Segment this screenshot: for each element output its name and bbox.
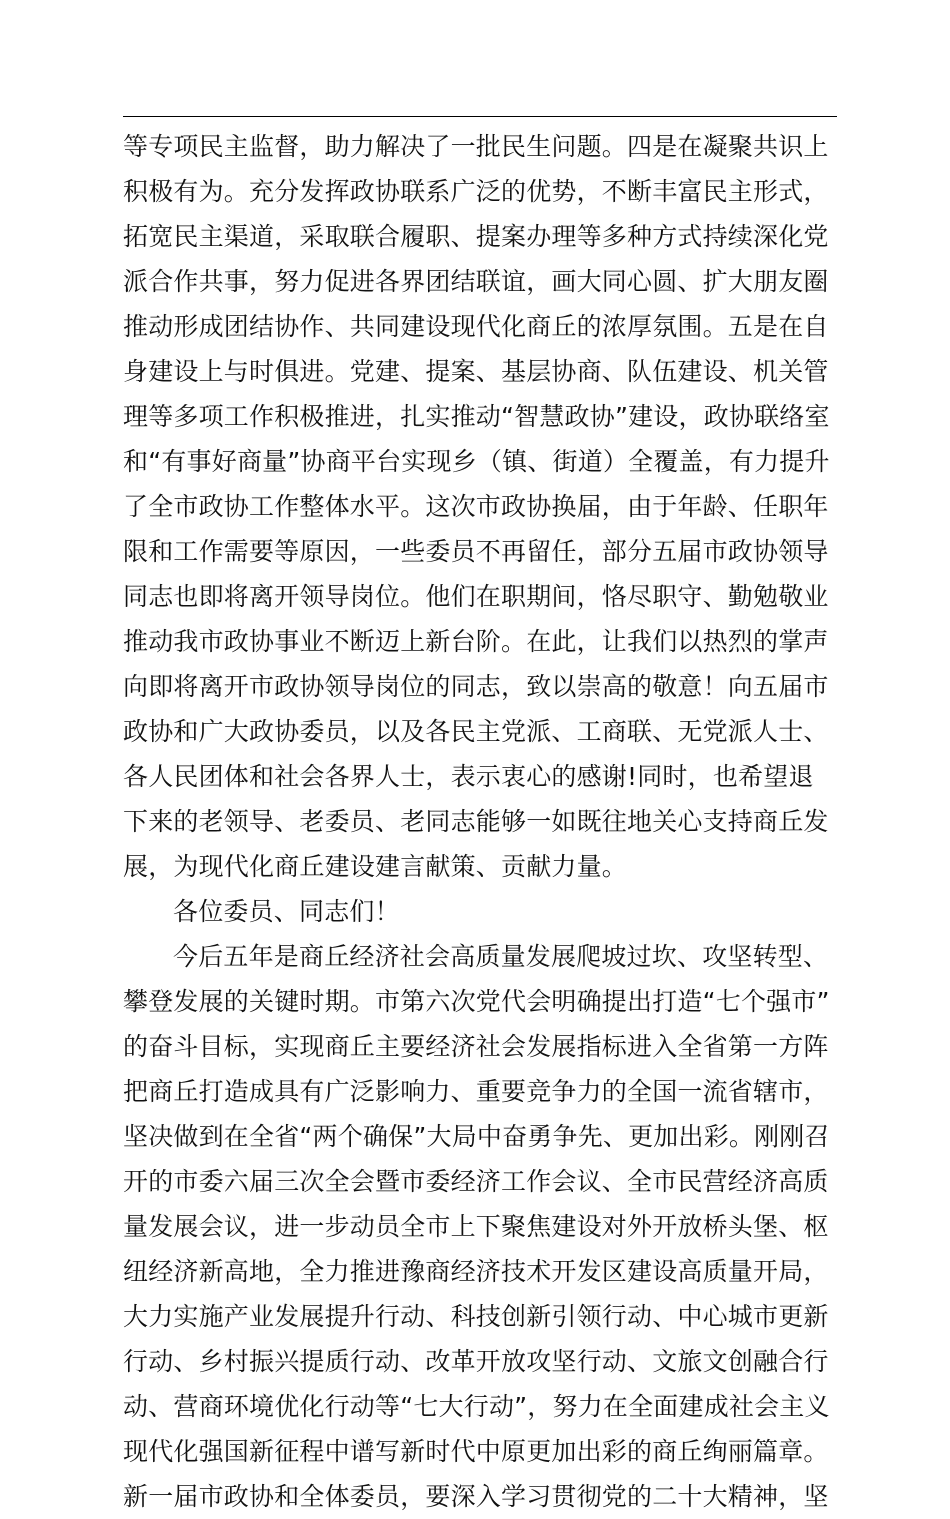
text-line: 理等多项工作积极推进，扎实推动“智慧政协”建设，政协联络室 (123, 402, 830, 431)
text-line: 政协和广大政协委员，以及各民主党派、工商联、无党派人士、 (123, 717, 829, 746)
text-line: 派合作共事，努力促进各界团结联谊，画大同心圆、扩大朋友圈 (123, 267, 829, 296)
text-line: 坚决做到在全省“两个确保”大局中奋勇争先、更加出彩。刚刚召 (123, 1122, 830, 1151)
text-line: 限和工作需要等原因，一些委员不再留任，部分五届市政协领导 (123, 537, 829, 566)
text-line: 大力实施产业发展提升行动、科技创新引领行动、中心城市更新 (123, 1302, 829, 1331)
text-line: 推动形成团结协作、共同建设现代化商丘的浓厚氛围。五是在自 (123, 312, 829, 341)
text-line: 和“有事好商量”协商平台实现乡（镇、街道）全覆盖，有力提升 (123, 447, 830, 476)
text-line: 积极有为。充分发挥政协联系广泛的优势，不断丰富民主形式， (123, 177, 829, 206)
text-line: 现代化强国新征程中谱写新时代中原更加出彩的商丘绚丽篇章。 (123, 1437, 829, 1466)
text-line: 行动、乡村振兴提质行动、改革开放攻坚行动、文旅文创融合行 (123, 1347, 829, 1376)
header-rule (123, 116, 837, 117)
text-line: 拓宽民主渠道，采取联合履职、提案办理等多种方式持续深化党 (123, 222, 829, 251)
text-line: 各位委员、同志们！ (173, 897, 400, 926)
text-line: 下来的老领导、老委员、老同志能够一如既往地关心支持商丘发 (123, 807, 829, 836)
text-line: 今后五年是商丘经济社会高质量发展爬坡过坎、攻坚转型、 (173, 942, 829, 971)
text-line: 等专项民主监督，助力解决了一批民生问题。四是在凝聚共识上 (123, 132, 829, 161)
text-line: 动、营商环境优化行动等“七大行动”，努力在全面建成社会主义 (123, 1392, 830, 1421)
text-line: 同志也即将离开领导岗位。他们在职期间，恪尽职守、勤勉敬业 (123, 582, 829, 611)
text-line: 攀登发展的关键时期。市第六次党代会明确提出打造“七个强市” (123, 987, 830, 1016)
text-line: 量发展会议，进一步动员全市上下聚焦建设对外开放桥头堡、枢 (123, 1212, 829, 1241)
text-line: 推动我市政协事业不断迈上新台阶。在此，让我们以热烈的掌声 (123, 627, 829, 656)
text-line: 各人民团体和社会各界人士，表示衷心的感谢!同时，也希望退 (123, 762, 814, 791)
text-line: 的奋斗目标，实现商丘主要经济社会发展指标进入全省第一方阵 (123, 1032, 829, 1061)
text-line: 开的市委六届三次全会暨市委经济工作会议、全市民营经济高质 (123, 1167, 829, 1196)
text-line: 把商丘打造成具有广泛影响力、重要竞争力的全国一流省辖市， (123, 1077, 829, 1106)
text-line: 纽经济新高地，全力推进豫商经济技术开发区建设高质量开局， (123, 1257, 829, 1286)
text-line: 展，为现代化商丘建设建言献策、贡献力量。 (123, 852, 628, 881)
text-line: 向即将离开市政协领导岗位的同志，致以崇高的敬意！向五届市 (123, 672, 829, 701)
text-line: 身建设上与时俱进。党建、提案、基层协商、队伍建设、机关管 (123, 357, 829, 386)
text-line: 了全市政协工作整体水平。这次市政协换届，由于年龄、任职年 (123, 492, 829, 521)
text-line: 新一届市政协和全体委员，要深入学习贯彻党的二十大精神，坚 (123, 1482, 829, 1511)
document-body (123, 124, 843, 1519)
